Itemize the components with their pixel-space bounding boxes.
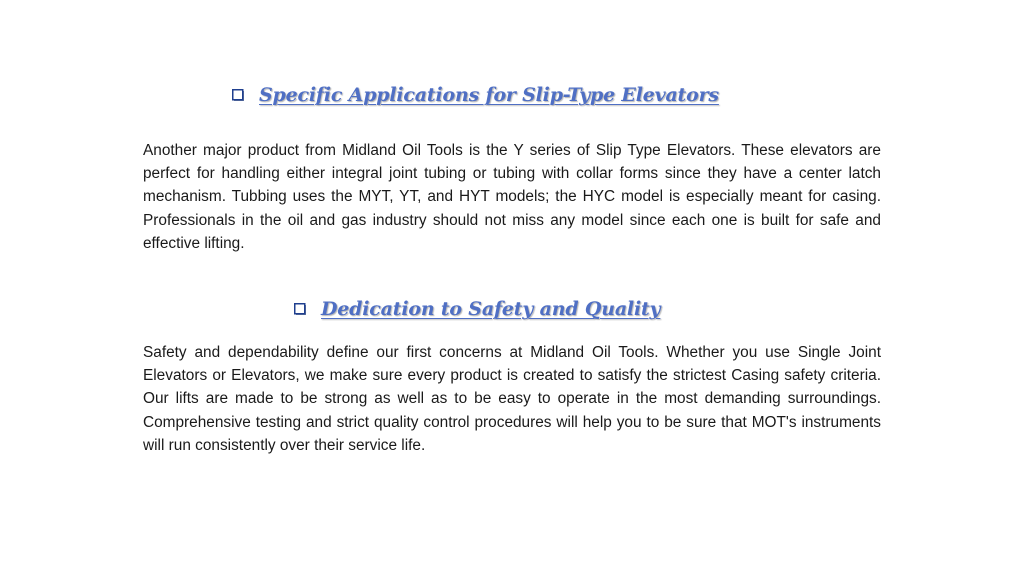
heading-title: Specific Applications for Slip-Type Elevators: [259, 84, 719, 106]
section-heading-safety: [294, 298, 660, 320]
square-bullet-icon: [294, 303, 307, 316]
square-bullet-icon: [232, 89, 245, 102]
heading-title: Dedication to Safety and Quality: [321, 298, 661, 320]
section-body-safety: Safety and dependability define our first concerns at Midland Oil Tools. Whether you use Single Joint Elevators or Elevators, we make sure every product is created to satisfy the strictest Casing safety criteria. Our lifts are made to be strong as well as to be easy to operate in the most demanding surroundings. Comprehensive testing and strict quality control procedures will help you to be sure that MOT's instruments will run consistently over their service life.: [143, 344, 881, 454]
section-heading-applications: [232, 84, 719, 106]
section-body-applications: Another major product from Midland Oil Tools is the Y series of Slip Type Elevators. These elevators are perfect for handling either integral joint tubing or tubing with collar forms since they have a center latch mechanism. Tubbing uses the MYT, YT, and HYT models; the HYC model is especially meant for casing. Professionals in the oil and gas industry should not miss any model since each one is built for safe and effective lifting.: [143, 142, 881, 252]
